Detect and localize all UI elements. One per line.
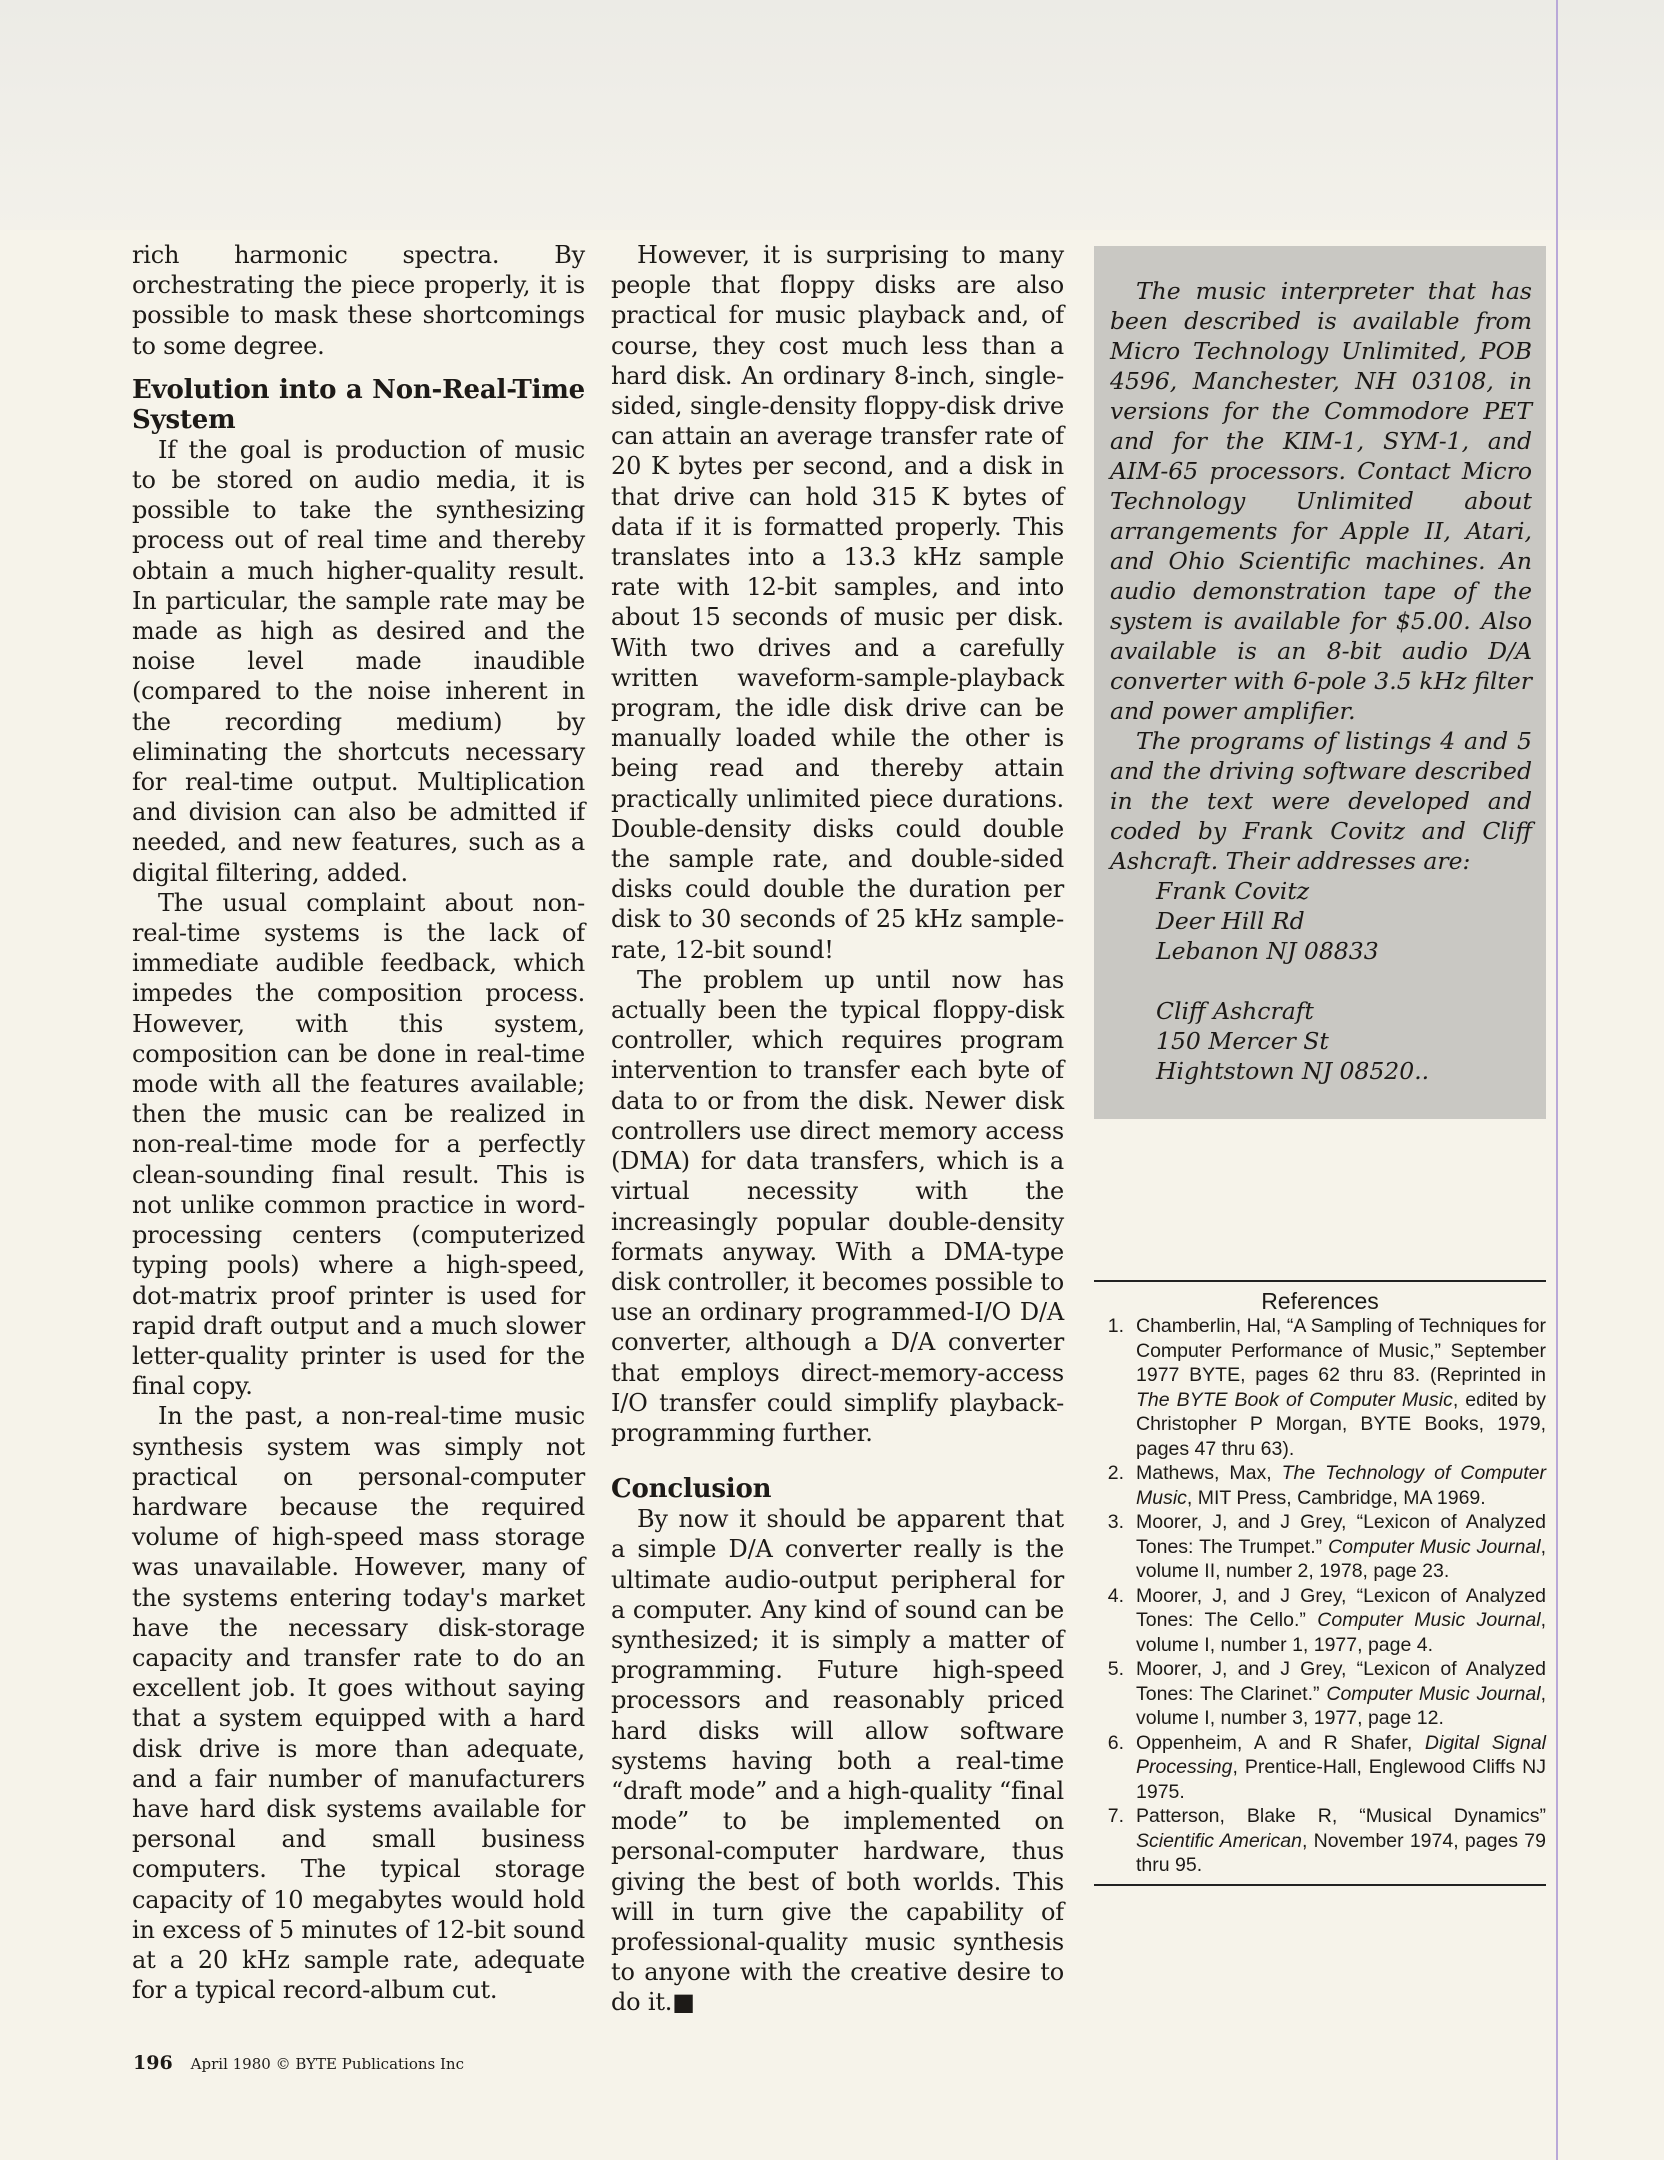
reference-item [1094,1584,1546,1658]
reference-text: Moorer, J, and J Grey, “Lexicon of Analyzed Tones: The Trumpet.” Computer Music Journal, volume II, number 2, 1978, page 23. [1136,1511,1546,1582]
reference-text: Moorer, J, and J Grey, “Lexicon of Analyzed Tones: The Cello.” Computer Music Journal, volume I, number 1, 1977, page 4. [1136,1584,1546,1656]
conclusion-text: By now it should be apparent that a simple D/A converter really is the ultimate audio-output peripheral for a computer. Any kind of sound can be synthesized; it is simply a matter of programming. Future high-speed processors and reasonably priced hard disks will allow software systems having both a real-time “draft mode” and a high-quality “final mode” to be implemented on personal-computer hardware, thus giving the best of both worlds. This will in turn give the capability of professional-quality music synthesis to anyone with the creative desire to do it. [611,1505,1064,2017]
paragraph: The usual complaint about non-real-time systems is the lack of immediate audible feedback, which impedes the composition process. However, with this system, composition can be done in real-time mode with all the features available; then the music can be realized in non-real-time mode for a perfectly clean-sounding final result. This is not unlike common practice in word-processing centers (computerized typing pools) where a high-speed, dot-matrix proof printer is used for rapid draft output and a much slower letter-quality printer is used for the final copy. [132,888,585,1401]
page-edge-line [1556,0,1558,2160]
address-line: Hightstown NJ 08520.. [1156,1057,1430,1085]
references-section [1094,1280,1546,1886]
section-heading: Conclusion [611,1474,772,1505]
reference-item [1094,1657,1546,1731]
top-margin-shading [0,0,1664,230]
references-title: References [1261,1288,1379,1314]
reference-text: Chamberlin, Hal, “A Sampling of Techniques for Computer Performance of Music,” September 1977 BYTE, pages 62 thru 83. (Reprinted in The BYTE Book of Computer Music, edited by Christopher P Morgan, BYTE Books, 1979, pages 47 thru 63). [1136,1315,1546,1460]
reference-number: 7. [1107,1805,1124,1827]
reference-number: 1. [1107,1315,1124,1337]
paragraph: In the past, a non-real-time music synthesis system was simply not practical on personal-computer hardware because the required volume of high-speed mass storage was unavailable. However, many of the systems entering today's market have the necessary disk-storage capacity and transfer rate to do an excellent job. It goes without saying that a system equipped with a hard disk drive is more than adequate, and a fair number of manufacturers have hard disk systems available for personal and small business computers. The typical storage capacity of 10 megabytes would hold in excess of 5 minutes of 12-bit sound at a 20 kHz sample rate, adequate for a typical record-album cut. [132,1402,585,2005]
sidebar-paragraph: The music interpreter that has been described is available from Micro Technology Unlimited, POB 4596, Manchester, NH 03108, in versions for the Commodore PET and for the KIM-1, SYM-1, and AIM-65 processors. Contact Micro Technology Unlimited about arrangements for Apple II, Atari, and Ohio Scientific machines. An audio demonstration tape of the system is available for $5.00. Also available is an 8-bit audio D/A converter with 6-pole 3.5 kHz filter and power amplifier. [1110,277,1532,725]
reference-number: 4. [1107,1584,1124,1607]
reference-text: Moorer, J, and J Grey, “Lexicon of Analyzed Tones: The Clarinet.” Computer Music Journal, volume I, number 3, 1977, page 12. [1136,1658,1546,1729]
footer-text: April 1980 © BYTE Publications Inc [190,2055,464,2073]
references-list [1094,1314,1546,1878]
paragraph: rich harmonic spectra. By orchestrating the piece properly, it is possible to mask these shortcomings to some degree. [132,241,585,360]
reference-number: 5. [1107,1658,1124,1680]
reference-item [1094,1314,1546,1461]
reference-text: Oppenheim, A and R Shafer, Digital Signal Processing, Prentice-Hall, Englewood Cliffs NJ 1975. [1136,1731,1546,1803]
address-line: Frank Covitz [1156,877,1310,905]
paragraph: If the goal is production of music to be stored on audio media, it is possible to take the synthesizing process out of real time and thereby obtain a much higher-quality result. In particular, the sample rate may be made as high as desired and the noise level made inaudible (compared to the noise inherent in the recording medium) by eliminating the shortcuts necessary for real-time output. Multiplication and division can also be admitted if needed, and new features, such as a digital filtering, added. [132,435,585,887]
page-footer [133,2052,464,2074]
paragraph: The problem up until now has actually been the typical floppy-disk controller, which requires program intervention to transfer each byte of data to or from the disk. Newer disk controllers use direct memory access (DMA) for data transfers, which is a virtual necessity with the increasingly popular double-density formats anyway. With a DMA-type disk controller, it becomes possible to use an ordinary programmed-I/O D/A converter, although a D/A converter that employs direct-memory-access I/O transfer could simplify playback-programming further. [611,965,1064,1447]
address-line: Lebanon NJ 08833 [1156,937,1379,965]
reference-item [1094,1804,1546,1878]
reference-item [1094,1510,1546,1584]
reference-text: Mathews, Max, The Technology of Computer Music, MIT Press, Cambridge, MA 1969. [1136,1462,1546,1509]
reference-number: 2. [1107,1462,1124,1484]
divider [1094,1884,1546,1886]
address-line: Deer Hill Rd [1156,907,1305,935]
end-mark-icon: ■ [672,1988,695,2017]
page-number: 196 [133,2052,173,2074]
paragraph [611,1504,1064,2017]
reference-number: 6. [1107,1731,1124,1754]
reference-text: Patterson, Blake R, “Musical Dynamics” Scientific American, November 1974, pages 79 thru 95. [1136,1805,1546,1876]
reference-item [1094,1731,1546,1805]
article-column-1 [132,240,585,2005]
sidebar-paragraph: The programs of listings 4 and 5 and the driving software described in the text were developed and coded by Frank Covitz and Cliff Ashcraft. Their addresses are: [1110,727,1532,875]
sidebar-box [1094,246,1546,1119]
section-heading: Evolution into a Non-Real-Time System [132,374,585,435]
paragraph: However, it is surprising to many people that floppy disks are also practical for music playback and, of course, they cost much less than a hard disk. An ordinary 8-inch, single-sided, single-density floppy-disk drive can attain an average transfer rate of 20 K bytes per second, and a disk in that drive can hold 315 K bytes of data if it is formatted properly. This translates into a 13.3 kHz sample rate with 12-bit samples, and into about 15 seconds of music per disk. With two drives and a carefully written waveform-sample-playback program, the idle disk drive can be manually loaded while the other is being read and thereby attain practically unlimited piece durations. Double-density disks could double the sample rate, and double-sided disks could double the duration per disk to 30 seconds of 25 kHz sample-rate, 12-bit sound! [611,241,1064,964]
address-line: 150 Mercer St [1156,1027,1329,1055]
article-column-2 [611,240,1064,2018]
address-frank-covitz [1110,876,1532,1086]
address-line: Cliff Ashcraft [1156,997,1314,1025]
reference-number: 3. [1107,1511,1124,1533]
reference-item [1094,1461,1546,1510]
